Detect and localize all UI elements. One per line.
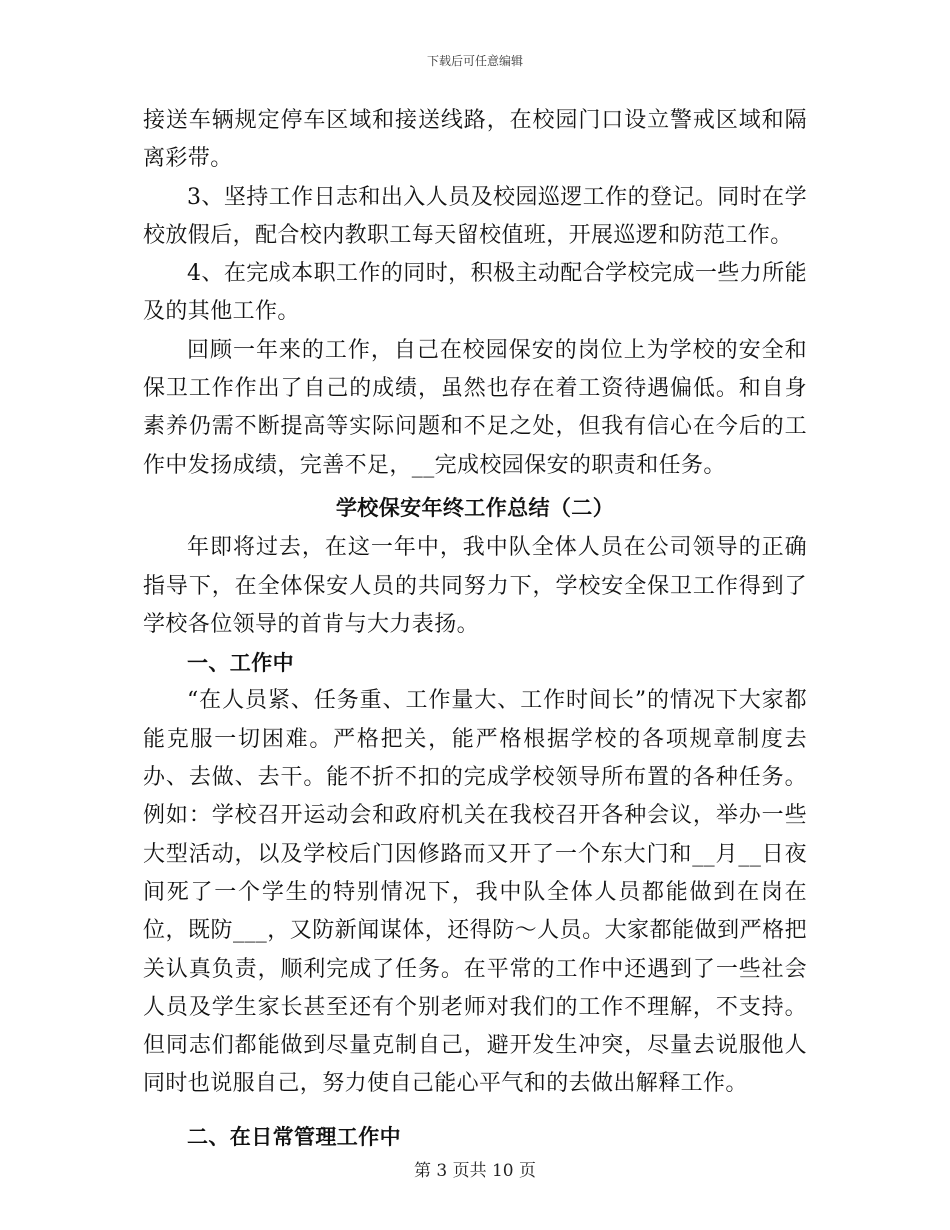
paragraph-item-3: 3、坚持工作日志和出入人员及校园巡逻工作的登记。同时在学校放假后，配合校内教职工每天留校值班，开展巡逻和防范工作。 <box>143 184 807 248</box>
paragraph-work-details: “在人员紧、任务重、工作量大、工作时间长”的情况下大家都能克服一切困难。严格把关，能严格根据学校的各项规章制度去办、去做、去干。能不折不扣的完成学校领导所布置的各种任务。例如：学校召开运动会和政府机关在我校召开各种会议，举办一些大型活动，以及学校后门因修路而又开了一个东大门和__月__日夜间死了一个学生的特别情况下，我中队全体人员都能做到在岗在位，既防___，又防新闻谋体，还得防～人员。大家都能做到严格把关认真负责，顺利完成了任务。在平常的工作中还遇到了一些社会人员及学生家长甚至还有个别老师对我们的工作不理解，不支持。但同志们都能做到尽量克制自己，避开发生冲突，尽量去说服他人同时也说服自己，努力使自己能心平气和的去做出解释工作。 <box>143 688 807 1097</box>
page-number: 第 3 页共 10 页 <box>413 1161 537 1181</box>
paragraph-intro: 年即将过去，在这一年中，我中队全体人员在公司领导的正确指导下，在全体保安人员的共同努力下，学校安全保卫工作得到了学校各位领导的首肯与大力表扬。 <box>143 535 807 637</box>
heading-daily-management: 二、在日常管理工作中 <box>187 1124 401 1149</box>
paragraph-item-4: 4、在完成本职工作的同时，积极主动配合学校完成一些力所能及的其他工作。 <box>143 261 807 325</box>
paragraph-continuation: 接送车辆规定停车区域和接送线路，在校园门口设立警戒区域和隔离彩带。 <box>143 108 807 172</box>
paragraph-review: 回顾一年来的工作，自己在校园保安的岗位上为学校的安全和保卫工作作出了自己的成绩，虽然也存在着工资待遇偏低。和自身素养仍需不断提高等实际问题和不足之处，但我有信心在今后的工作中发扬成绩，完善不足，__完成校园保安的职责和任务。 <box>143 337 807 478</box>
section-title: 学校保安年终工作总结（二） <box>335 495 615 520</box>
heading-work: 一、工作中 <box>187 651 294 676</box>
document-body <box>143 102 807 1156</box>
page-header-note: 下载后可任意编辑 <box>426 54 523 68</box>
